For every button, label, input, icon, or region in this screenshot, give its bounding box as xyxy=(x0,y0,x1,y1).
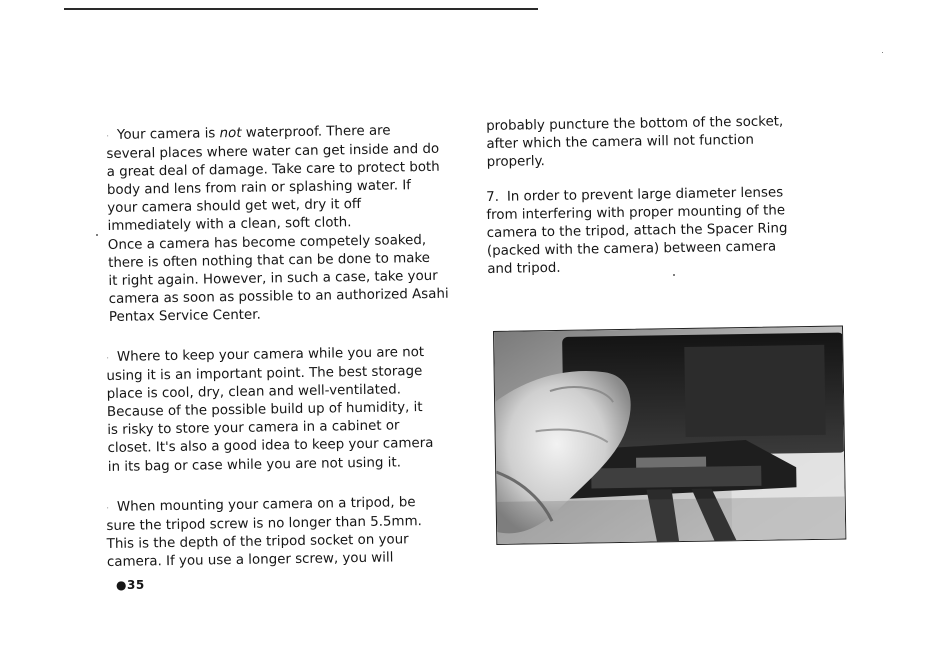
text-line: using it is an important point. The best storage xyxy=(106,364,423,385)
text-line: camera. If you use a longer screw, you will xyxy=(106,550,394,570)
text-line: (packed with the camera) between camera xyxy=(486,240,777,260)
text-line: camera to the tripod, attach the Spacer Ring xyxy=(486,221,788,242)
scan-speck xyxy=(96,234,98,236)
paragraph-marker: · xyxy=(106,503,110,514)
right-column xyxy=(486,114,808,280)
paragraph-marker: · xyxy=(106,353,110,365)
text-line: body and lens from rain or splashing water. If xyxy=(106,178,412,199)
top-rule xyxy=(64,8,538,10)
item-number: 7. xyxy=(486,190,500,206)
scan-speck xyxy=(673,274,675,276)
text-line: after which the camera will not function xyxy=(486,132,755,153)
page-number: ●35 xyxy=(116,578,145,592)
paragraph-tripod: · When mounting your camera on a tripod, be sure the tripod screw is no longer than 5.5mm. This is the depth of the tripod socket on your camera. If you use a longer screw, you will xyxy=(106,493,459,572)
text-line: place is cool, dry, clean and well-ventilated. xyxy=(106,382,402,403)
paragraph-waterproof: · Your camera is not waterproof. There are several places where water can get inside and do a great deal of damage. Take care to protect both body and lens from rain or splashing water. If your camera should get wet, dry it off immediately with a clean, soft cloth. Once a camera has become competely soaked, there is often nothing that can be done to make it right again. However, in such a case, take your camera as soon as possible to an authorized Asahi Pentax Service Center. xyxy=(106,121,461,327)
left-column xyxy=(106,123,458,572)
scan-speck xyxy=(882,52,883,53)
text-line: from interfering with proper mounting of the xyxy=(486,203,786,224)
text-line: is risky to store your camera in a cabinet or xyxy=(107,418,400,439)
paragraph-spacer-ring: 7. In order to prevent large diameter lenses from interfering with proper mounting of the camera to the tripod, attach the Spacer Ring (packed with the camera) between camera and tripod. xyxy=(486,184,809,280)
paragraph-socket xyxy=(486,113,809,172)
text-line: it right again. However, in such a case, take your xyxy=(108,268,438,289)
text-line: a great deal of damage. Take care to protect both xyxy=(106,159,440,181)
text-line: Because of the possible build up of humidity, it xyxy=(106,400,423,421)
text-line: there is often nothing that can be done to make xyxy=(108,250,431,271)
text-line: properly. xyxy=(486,154,545,171)
text-line: camera as soon as possible to an authorized Asahi xyxy=(108,286,449,307)
text-line: immediately with a clean, soft cloth. xyxy=(107,215,352,235)
text-line: and tripod. xyxy=(487,261,561,278)
paragraph-storage: · Where to keep your camera while you are not using it is an important point. The best storage place is cool, dry, clean and well-ventilated. Because of the possible build up of humidity, it is risky to store your camera in a cabinet or closet. It's also a good idea to keep your camera in its bag or case while you are not using it. xyxy=(106,344,460,477)
text-line: your camera should get wet, dry it off xyxy=(107,197,362,217)
emphasis-not: not xyxy=(219,125,242,142)
text-line: This is the depth of the tripod socket on your xyxy=(106,532,409,552)
tripod-mounting-photo xyxy=(493,326,846,545)
text-line: closet. It's also a good idea to keep your camera xyxy=(107,436,434,457)
text-line: Pentax Service Center. xyxy=(108,307,261,325)
paragraph-marker: · xyxy=(106,131,110,142)
text-line: Once a camera has become competely soaked, xyxy=(107,232,427,253)
text-line: several places where water can get inside and do xyxy=(106,141,440,163)
text-line: sure the tripod screw is no longer than 5.5mm. xyxy=(106,513,422,534)
text-line: in its bag or case while you are not using it. xyxy=(107,454,402,475)
photo-drawing xyxy=(494,326,846,544)
text-line: probably puncture the bottom of the socket, xyxy=(486,114,784,134)
